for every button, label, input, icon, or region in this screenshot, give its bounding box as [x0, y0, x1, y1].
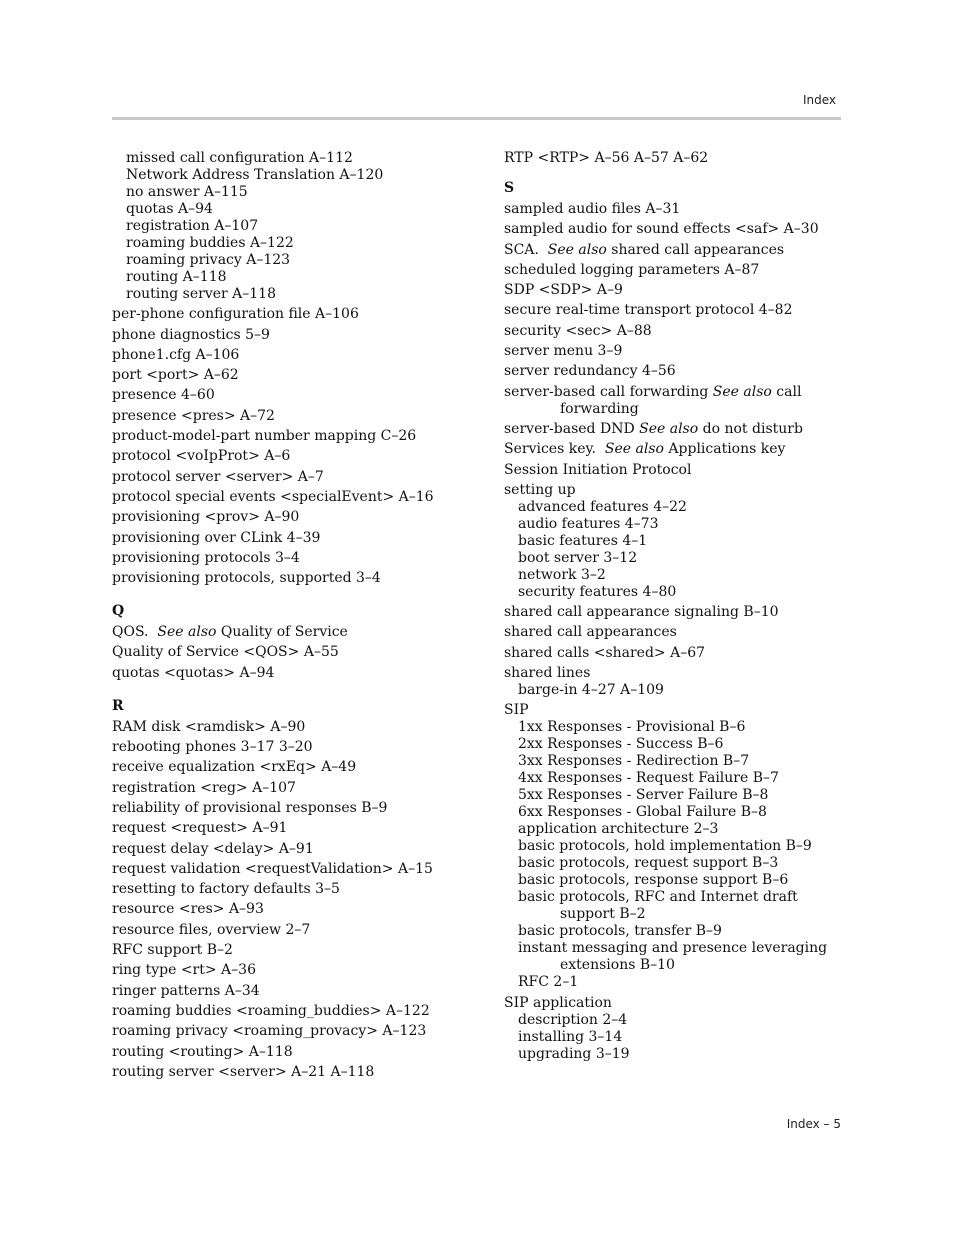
- index-entry: RAM disk <ramdisk> A–90: [112, 718, 306, 735]
- subentry: routing A–118: [126, 269, 227, 285]
- see-also-target: do not disturb: [702, 420, 803, 437]
- index-entry: receive equalization <rxEq> A–49: [112, 759, 357, 776]
- index-entry: request <request> A–91: [112, 820, 288, 837]
- entry-text: QOS.: [112, 624, 149, 641]
- index-column-left: [112, 150, 492, 1084]
- subentry: 2xx Responses - Success B–6: [518, 736, 724, 753]
- index-entry: ringer patterns A–34: [112, 982, 260, 999]
- subentry: audio features 4–73: [518, 515, 659, 532]
- index-entry-shared-lines: [504, 665, 844, 699]
- subentry: application architecture 2–3: [518, 821, 719, 838]
- subentry: missed call configuration A–112: [126, 150, 353, 166]
- see-also: See also: [547, 241, 607, 258]
- index-entry: phone diagnostics 5–9: [112, 326, 270, 343]
- index-entry: Quality of Service <QOS> A–55: [112, 644, 339, 661]
- see-also: See also: [639, 420, 699, 437]
- see-also-target: Applications key: [668, 441, 786, 458]
- index-entry: sampled audio files A–31: [504, 201, 681, 217]
- index-column-right: [504, 150, 844, 1066]
- subentry-group-top: [112, 150, 492, 303]
- index-entry: quotas <quotas> A–94: [112, 664, 275, 681]
- index-entry-sca: [504, 242, 844, 259]
- index-entry: phone1.cfg A–106: [112, 346, 240, 363]
- index-entry: scheduled logging parameters A–87: [504, 261, 760, 278]
- index-entry: presence <pres> A–72: [112, 407, 275, 424]
- letter-heading-r: R: [112, 697, 124, 714]
- subentry: installing 3–14: [518, 1028, 623, 1045]
- index-entry: resource files, overview 2–7: [112, 921, 311, 938]
- entry-text: SCA.: [504, 241, 539, 258]
- subentry: description 2–4: [518, 1011, 628, 1028]
- see-also: See also: [157, 624, 217, 641]
- index-entry: roaming buddies <roaming_buddies> A–122: [112, 1002, 430, 1019]
- index-entry: RFC support B–2: [112, 942, 233, 959]
- index-entry: provisioning <prov> A–90: [112, 509, 300, 526]
- entry-text: server-based DND: [504, 420, 635, 437]
- subentry: barge-in 4–27 A–109: [518, 682, 664, 699]
- index-entry: presence 4–60: [112, 387, 215, 404]
- index-entry: Session Initiation Protocol: [504, 461, 692, 478]
- subentry: basic protocols, response support B–6: [518, 872, 789, 889]
- index-entry-dnd: [504, 421, 844, 438]
- index-entry-call-forwarding: [504, 384, 844, 418]
- subentry: 3xx Responses - Redirection B–7: [518, 753, 750, 770]
- index-entry: provisioning protocols 3–4: [112, 549, 300, 566]
- entry-text: server-based call forwarding: [504, 383, 709, 400]
- subentry: basic protocols, RFC and Internet draft: [518, 889, 798, 906]
- index-entry: shared call appearance signaling B–10: [504, 604, 779, 621]
- index-entry: SDP <SDP> A–9: [504, 282, 623, 299]
- index-entry: provisioning over CLink 4–39: [112, 529, 321, 546]
- subentry: upgrading 3–19: [518, 1045, 630, 1062]
- index-entry-qos: [112, 624, 492, 641]
- entry-continuation: forwarding: [560, 400, 639, 417]
- index-entry: security <sec> A–88: [504, 322, 652, 339]
- entry-line: [504, 384, 844, 401]
- entry-line: SIP application: [504, 994, 612, 1011]
- subentry: registration A–107: [126, 218, 259, 234]
- index-entry: roaming privacy <roaming_provacy> A–123: [112, 1023, 427, 1040]
- header-rule: [112, 117, 841, 120]
- subentry: roaming buddies A–122: [126, 235, 294, 251]
- index-entry: resource <res> A–93: [112, 901, 264, 918]
- index-entry: product-model-part number mapping C–26: [112, 428, 417, 445]
- see-also: See also: [604, 441, 664, 458]
- see-also: See also: [712, 383, 772, 400]
- subentry: basic protocols, hold implementation B–9: [518, 838, 812, 855]
- see-also-target: shared call appearances: [611, 241, 785, 258]
- letter-heading-s: S: [504, 180, 515, 196]
- subentry: security features 4–80: [518, 583, 677, 600]
- running-header: Index: [802, 93, 836, 107]
- subentry: 1xx Responses - Provisional B–6: [518, 719, 746, 736]
- index-entry: routing <routing> A–118: [112, 1043, 293, 1060]
- index-entry: protocol server <server> A–7: [112, 468, 324, 485]
- subentry: RFC 2–1: [518, 974, 579, 991]
- page-number: Index – 5: [786, 1117, 841, 1131]
- index-entry: request delay <delay> A–91: [112, 840, 314, 857]
- index-entry: protocol special events <specialEvent> A–16: [112, 488, 434, 505]
- entry-line: setting up: [504, 481, 576, 498]
- index-entry: RTP <RTP> A–56 A–57 A–62: [504, 150, 709, 166]
- index-entry: port <port> A–62: [112, 367, 239, 384]
- index-entry: protocol <voIpProt> A–6: [112, 448, 291, 465]
- index-entry: secure real-time transport protocol 4–82: [504, 302, 793, 319]
- index-entry-setting-up: [504, 482, 844, 601]
- index-entry: registration <reg> A–107: [112, 779, 296, 796]
- subentry: network 3–2: [518, 566, 606, 583]
- subentry: boot server 3–12: [518, 549, 638, 566]
- subentry: Network Address Translation A–120: [126, 167, 384, 183]
- index-entry: rebooting phones 3–17 3–20: [112, 739, 313, 756]
- index-entry: routing server <server> A–21 A–118: [112, 1063, 375, 1080]
- subentry: quotas A–94: [126, 201, 213, 217]
- subentry: basic features 4–1: [518, 532, 648, 549]
- entry-text: Services key.: [504, 441, 596, 458]
- index-entry: per-phone configuration file A–106: [112, 306, 359, 323]
- subentry: roaming privacy A–123: [126, 252, 291, 268]
- index-entry: shared calls <shared> A–67: [504, 644, 706, 661]
- subentry: 5xx Responses - Server Failure B–8: [518, 787, 769, 804]
- index-entry: reliability of provisional responses B–9: [112, 799, 388, 816]
- index-entry: resetting to factory defaults 3–5: [112, 881, 340, 898]
- index-entry: ring type <rt> A–36: [112, 962, 256, 979]
- index-entry: provisioning protocols, supported 3–4: [112, 570, 381, 587]
- subentry: 6xx Responses - Global Failure B–8: [518, 804, 767, 821]
- subentry: 4xx Responses - Request Failure B–7: [518, 770, 779, 787]
- index-entry: sampled audio for sound effects <saf> A–30: [504, 221, 819, 238]
- index-entry-sip-application: [504, 995, 844, 1063]
- entry-continuation: support B–2: [560, 906, 646, 923]
- subentry: basic protocols, request support B–3: [518, 855, 779, 872]
- subentry: routing server A–118: [126, 286, 277, 302]
- subentry: advanced features 4–22: [518, 498, 687, 515]
- subentry: instant messaging and presence leveraging: [518, 940, 828, 957]
- see-also-target: Quality of Service: [220, 624, 348, 641]
- letter-heading-q: Q: [112, 603, 125, 620]
- index-entry: shared call appearances: [504, 624, 677, 641]
- subentry: basic protocols, transfer B–9: [518, 923, 722, 940]
- index-entry: server menu 3–9: [504, 343, 623, 360]
- entry-continuation: extensions B–10: [560, 957, 675, 974]
- entry-line: shared lines: [504, 665, 591, 682]
- index-entry: request validation <requestValidation> A–15: [112, 860, 433, 877]
- index-entry-sip: [504, 702, 844, 991]
- index-entry-services-key: [504, 441, 844, 458]
- entry-line: SIP: [504, 702, 529, 719]
- see-also-target: call: [776, 383, 802, 400]
- subentry: no answer A–115: [126, 184, 248, 200]
- index-entry: server redundancy 4–56: [504, 363, 676, 380]
